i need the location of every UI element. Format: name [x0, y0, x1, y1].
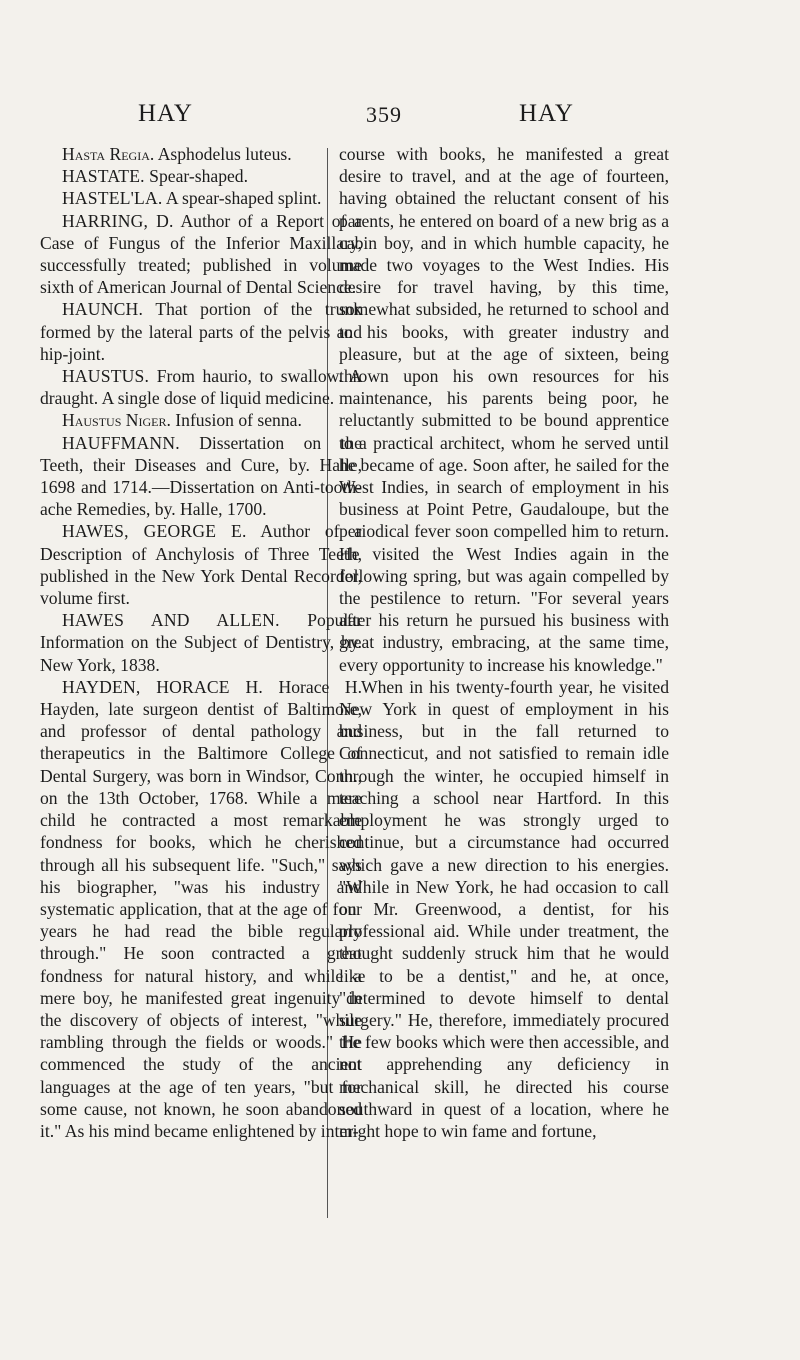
- entry-hawes-allen: HAWES AND ALLEN. Popular Information on the Subject of Dentistry, by. New York, 1838.: [40, 610, 362, 675]
- paragraph-twenty-fourth-year: When in his twenty-fourth year, he visited New York in quest of employment in his business, but in the fall returned to Connecticut, and not satisfied to remain idle through the winter, he occupied himself in teaching a school near Hartford. In this employment he was strongly urged to continue, but a circumstance had occurred which gave a new direction to his energies. "While in New York, he had occasion to call on Mr. Greenwood, a dentist, for his professional aid. While under treatment, the thought suddenly struck him that he would like to be a dentist," and he, at once, "determined to devote himself to dental surgery." He, therefore, immediately procured the few books which were then accessible, and not apprehending any deficiency in mechanical skill, he directed his course southward in quest of a location, where he might hope to win fame and fortune,: [339, 676, 669, 1141]
- left-column: [40, 143, 362, 1142]
- right-column: [339, 143, 669, 1142]
- entry-hastate: HASTATE. Spear-shaped.: [62, 166, 248, 187]
- paragraph-continuation: course with books, he manifested a great desire to travel, and at the age of fourteen, having obtained the reluctant consent of his parents, he entered on board of a new brig as a cabin boy, and in which humble capacity, he made two voyages to the West Indies. His desire for travel having, by this time, somewhat subsided, he returned to school and to his books, with greater industry and pleasure, but at the age of sixteen, being thrown upon his own resources for his maintenance, his parents being poor, he reluctantly submitted to be bound apprentice to a practical architect, whom he served until he became of age. Soon after, he sailed for the West Indies, in search of employment in his business at Point Petre, Gaudaloupe, but the periodical fever soon compelled him to return. He visited the West Indies again in the following spring, but was again compelled by the pestilence to return. "For several years after his return he pursued his business with great industry, embracing, at the same time, every opportunity to increase his knowledge.": [339, 144, 669, 675]
- entry-haunch: HAUNCH. That portion of the trunk formed by the lateral parts of the pelvis and hip-joint.: [40, 299, 362, 364]
- running-header: [0, 100, 800, 140]
- header-right: HAY: [519, 100, 574, 127]
- entry-hayden: HAYDEN, HORACE H. Horace H. Hayden, late surgeon dentist of Baltimore, and professor of dental pathology and therapeutics in the Baltimore College of Dental Surgery, was born in Windsor, Conn., on the 13th October, 1768. While a mere child he contracted a most remarkable fondness for books, which he cherished through all his subsequent life. "Such," says his biographer, "was his industry and systematic application, that at the age of four years he had read the bible regularly through." He soon contracted a great fondness for natural history, and while a mere boy, he manifested great ingenuity in the discovery of objects of interest, "while rambling through the fields or woods." He commenced the study of the ancient languages at the age of ten years, "but for some cause, not known, he soon abandoned it." As his mind became enlightened by inter-: [40, 676, 362, 1141]
- entry-hawes-george: HAWES, GEORGE E. Author of a Description of Anchylosis of Three Teeth, published in the New York Dental Recorder, volume first.: [40, 521, 362, 609]
- entry-hastella: HASTEL'LA. A spear-shaped splint.: [62, 188, 322, 209]
- entry-harring: HARRING, D. Author of a Report of a Case of Fungus of the Inferior Maxillary, successfully treated; published in volume sixth of American Journal of Dental Science.: [40, 210, 362, 298]
- entry-haustus: HAUSTUS. From haurio, to swallow. A draught. A single dose of liquid medicine.: [40, 366, 362, 409]
- header-left: HAY: [138, 100, 193, 127]
- entry-haustus-niger: Haustus Niger. Infusion of senna.: [62, 410, 302, 431]
- page-number: 359: [366, 102, 402, 127]
- entry-hauffmann: HAUFFMANN. Dissertation on the Teeth, their Diseases and Cure, by. Halle, 1698 and 1714.—Dissertation on Anti-tooth-ache Remedies, by. Halle, 1700.: [40, 432, 362, 520]
- entry-hasta-regia: Hasta Regia. Asphodelus luteus.: [62, 144, 292, 164]
